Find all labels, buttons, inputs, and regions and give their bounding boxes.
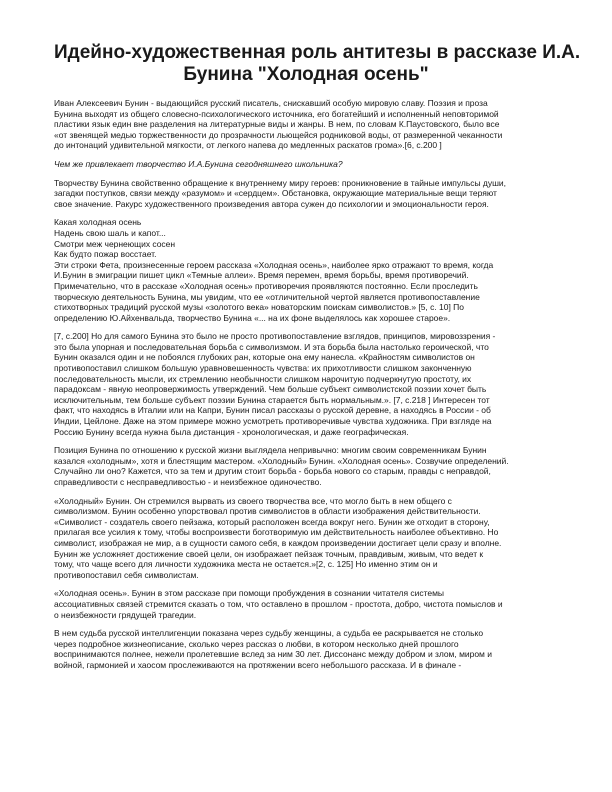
- text-line: стихотворных традиций русской музы «золотого века» новаторским поискам символистов.» [5, с. 10] По: [54, 302, 464, 313]
- text-line: символист, изображая не мир, а в сущности самого себя, в каждом произведении достигает цели сразу и вполне.: [54, 537, 502, 548]
- poem-and-fet-paragraph: [54, 217, 558, 323]
- text-line: творческую деятельность Бунина, мы увидим, что ее «отличительной чертой является противопоставление: [54, 291, 480, 302]
- page-title: [54, 42, 581, 86]
- inner-world-paragraph: [54, 178, 558, 210]
- text-line: последовательность мысли, их стремлению необычности слишком нарочитую подчеркнутую простоту, их: [54, 373, 472, 384]
- text-line: войной, гармонией и хаосом прослеживаются на протяжении всего небольшого рассказа. И в финале -: [54, 659, 462, 670]
- text-line: И.Бунин в эмиграции пишет цикл «Темные аллеи». Время перемен, время борьбы, время противоречий.: [54, 270, 469, 281]
- position-paragraph: [54, 445, 558, 487]
- text-line: до интонаций удивительной мягкости, от легкого напева до медленных раскатов грома».[6, с.200 ]: [54, 140, 442, 151]
- text-line: Бунина выходят из общего словесно-психологического источника, его богатейший и исполненный неповторимой: [54, 108, 499, 119]
- poem-line: Как будто пожар восстает.: [54, 249, 157, 260]
- intro-paragraph: [54, 98, 558, 151]
- text-line: это была упорная и последовательная борьба с символизмом. И эта борьба была настолько героической, что: [54, 341, 489, 352]
- text-line: определению Ю.Айхенвальда, творчество Бунина «... на их фоне выделялось как хорошее старое».: [54, 312, 451, 323]
- text-line: Творчеству Бунина свойственно обращение к внутреннему миру героев: проникновение в тайные импульсы души,: [54, 177, 506, 188]
- text-line: Примечательно, что в рассказе «Холодная осень» противоречия проявляются постоянно. Если проследить: [54, 280, 478, 291]
- text-line: прилагая все усилия к тому, чтобы воспроизвести боготворимую им действительность наиболее объективно. Но: [54, 527, 499, 538]
- title-line: Идейно-художественная роль антитезы в рассказе И.А.: [54, 42, 581, 63]
- text-line: Бунин оказался один и не побоялся глубоких ран, которые она ему нанесла. «Крайностям символистов он: [54, 352, 475, 363]
- symbolism-paragraph: [54, 331, 558, 437]
- text-line: пластики язык един вне разделения на литературные виды и жанры. В нем, по словам К.Паустовского, было все: [54, 119, 500, 130]
- title-line: Бунина "Холодная осень": [183, 64, 429, 85]
- text-line: Позиция Бунина по отношению к русской жизни выглядела непривычно: многим своим современникам Бунин: [54, 445, 487, 456]
- text-line: [7, с.200] Но для самого Бунина это было не просто противопоставление взглядов, принципов, мировоззрения -: [54, 331, 496, 342]
- poem-line: Надень свою шаль и капот...: [54, 227, 166, 238]
- text-line: Россию Бунину всегда нужна была дистанция - хронологическая, и даже географическая.: [54, 426, 409, 437]
- text-line: В нем судьба русской интеллигенции показана через судьбу женщины, а судьба ее раскрывается не столько: [54, 628, 484, 639]
- cold-bunin-paragraph: [54, 496, 558, 581]
- text-line: противопоставил слишком большую уравновешенность чувства: их прихотливости слишком законченную: [54, 363, 472, 374]
- text-line: казался «холодным», хотя и блестящим мастером. «Холодный» Бунин. «Холодная осень». Созвучие определений.: [54, 455, 509, 466]
- text-line: «Холодный» Бунин. Он стремился вырвать из своего творчества все, что могло быть в нем общего с: [54, 495, 452, 506]
- text-line: через подробное жизнеописание, сколько через рассказ о любви, в котором несколько дней прошлого: [54, 638, 459, 649]
- text-line: загадки поступков, связи между «разумом» и «сердцем». Обстановка, окружающие материальные вещи теряют: [54, 188, 497, 199]
- text-line: воспринимаются полнее, нежели пролетевшие вслед за ним 30 лет. Диссонанс между добром и злом, миром и: [54, 649, 492, 660]
- text-line: справедливости с несправедливостью - и неизбежное одиночество.: [54, 477, 322, 487]
- question-heading: [54, 159, 558, 170]
- text-line: Эти строки Фета, произнесенные героем рассказа «Холодная осень», наиболее ярко отражают то время, когда: [54, 259, 494, 270]
- text-line: Чем же привлекает творчество И.А.Бунина сегодняшнего школьника?: [54, 158, 343, 169]
- text-line: Случайно ли оно? Кажется, что за тем и другим стоит борьба - борьба нового со старым, правды с неправдой,: [54, 466, 491, 477]
- cold-autumn-paragraph: [54, 588, 558, 620]
- text-line: свое значение. Ракурс художественного произведения автора сужен до психологии и эмоциональности героя.: [54, 198, 489, 209]
- text-line: исключительным, тем больше субъект поэзии Бунина старается быть нормальным.». [7, с.218 ] Интересен тот: [54, 394, 490, 405]
- fate-paragraph: [54, 628, 558, 670]
- text-line: символизмом. Бунин особенно упорствовал против символистов в области изображения действительности.: [54, 506, 481, 517]
- text-line: противопоставил себя символистам.: [54, 569, 199, 580]
- text-line: факт, что находясь в Италии или на Капри, Бунин писал рассказы о русской деревне, а находясь в России - об: [54, 405, 491, 416]
- text-line: «Холодная осень». Бунин в этом рассказе при помощи пробуждения в сознании читателя системы: [54, 588, 444, 599]
- text-line: о неизбежности грядущей трагедии.: [54, 609, 197, 620]
- text-line: «Символист - создатель своего пейзажа, который расположен всегда вокруг него. Бунин же отходит в сторону,: [54, 516, 490, 527]
- text-line: Бунин же усложняет достижение своей цели, он изображает пейзаж точным, правдивым, живым, что ведет к: [54, 548, 484, 559]
- text-line: Иван Алексеевич Бунин - выдающийся русский писатель, снискавший особую мировую славу. Поэзия и проза: [54, 98, 488, 108]
- text-line: ассоциативных связей стремится сказать о том, что оставлено в прошлом - простота, добро, чистота помыслов и: [54, 598, 503, 609]
- text-line: парадоксам - явную неопровержимость утверждений. Чем больше субъект символистской поэзии хочет быть: [54, 384, 487, 395]
- poem-line: Смотри меж чернеющих сосен: [54, 238, 176, 249]
- text-line: тому, что чаще всего для личности художника места не остается.»[2, с. 125] Но именно этим он и: [54, 559, 438, 570]
- text-line: Индии, Цейлоне. Даже на этом примере можно усмотреть противоречивые чувства художника. При взгляде на: [54, 416, 492, 427]
- text-line: «от звенящей медью торжественности до прозрачности льющейся родниковой воды, от размеренной чеканности: [54, 129, 503, 140]
- poem-line: Какая холодная осень: [54, 217, 142, 228]
